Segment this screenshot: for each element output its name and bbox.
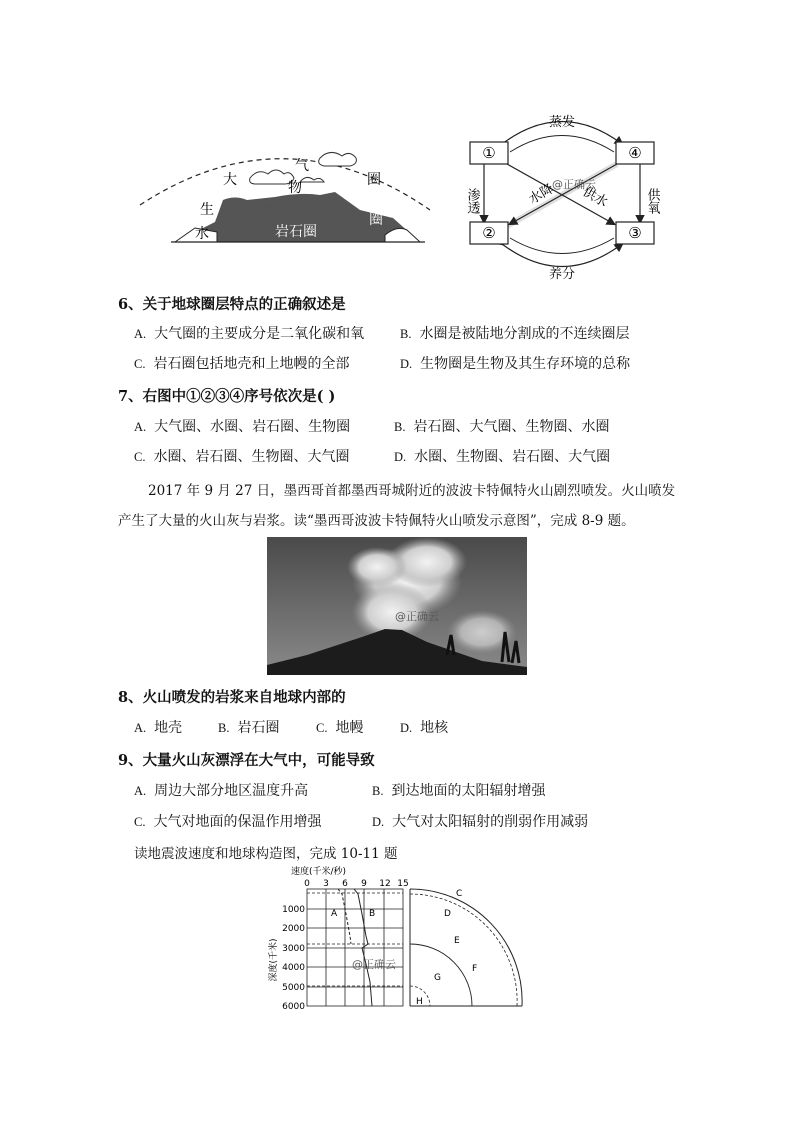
watermark: @正确云 <box>240 202 284 215</box>
watermark: @正确云 <box>395 610 439 623</box>
seismic-ylabel: 深度(千米) <box>269 938 279 982</box>
box-3-label: ③ <box>628 224 642 242</box>
layer-h: H <box>416 997 423 1007</box>
intro-8-9-line1: 2017 年 9 月 27 日，墨西哥首都墨西哥城附近的波波卡特佩特火山剧烈喷发。火山喷发 <box>148 483 676 499</box>
curve-b-label: B <box>369 909 376 919</box>
q9-option-d: D. 大气对太阳辐射的削弱作用减弱 <box>372 814 589 830</box>
q7-option-a: A. 大气圈、水圈、岩石圈、生物圈 <box>134 419 351 435</box>
label-nutrients: 养分 <box>548 267 576 282</box>
layer-g: G <box>434 973 441 983</box>
q9-option-a: A. 周边大部分地区温度升高 <box>134 783 309 799</box>
ytick-6000: 6000 <box>282 1002 305 1012</box>
seismic-grid <box>307 889 403 1006</box>
label-da: 大 <box>223 172 237 188</box>
q9-option-b: B. 到达地面的太阳辐射增强 <box>372 783 546 799</box>
q8-option-c: C. 地幔 <box>316 720 364 736</box>
xtick-12: 12 <box>379 879 391 889</box>
seismic-xticks <box>304 879 409 889</box>
watermark: @正确云 <box>552 178 596 191</box>
q7-option-b: B. 岩石圈、大气圈、生物圈、水圈 <box>394 419 610 435</box>
layer-labels <box>416 889 477 1007</box>
inner-bottom <box>510 238 614 254</box>
q6-option-d: D. 生物圈是生物及其生存环境的总称 <box>400 356 631 372</box>
spheres-diagram <box>135 140 435 250</box>
curve-a-label: A <box>331 909 338 919</box>
layer-e: E <box>454 936 460 946</box>
curve-a <box>338 889 351 944</box>
ytick-4000: 4000 <box>282 963 305 973</box>
xtick-3: 3 <box>323 879 329 889</box>
q8-option-b: B. 岩石圈 <box>218 720 280 736</box>
label-oxygen: 供氧 <box>644 188 660 214</box>
q9-option-c: C. 大气对地面的保温作用增强 <box>134 814 322 830</box>
question-8-stem: 8、火山喷发的岩浆来自地球内部的 <box>118 689 346 706</box>
q8-option-a: A. 地壳 <box>134 720 183 736</box>
curve-b <box>354 889 372 1006</box>
ytick-2000: 2000 <box>282 924 305 934</box>
layer-c: C <box>456 889 463 899</box>
q6-option-c: C. 岩石圈包括地壳和上地幔的全部 <box>134 356 350 372</box>
volcano-photo-svg <box>267 537 527 675</box>
earth-structure <box>410 889 522 1006</box>
question-6-stem: 6、关于地球圈层特点的正确叙述是 <box>118 296 346 313</box>
xtick-9: 9 <box>361 879 367 889</box>
label-quan1: 圈 <box>367 172 381 188</box>
inner-top <box>510 136 614 153</box>
q8-option-d: D. 地核 <box>400 720 449 736</box>
label-sheng: 生 <box>200 202 214 218</box>
label-qi: 气 <box>295 158 309 174</box>
intro-8-9-line2: 产生了大量的火山灰与岩浆。读“墨西哥波波卡特佩特火山喷发示意图”，完成 8-9 题。 <box>118 513 635 529</box>
label-quan2: 圈 <box>369 212 383 228</box>
label-watersupply: 供水 <box>580 184 611 211</box>
question-7-stem: 7、右图中①②③④序号依次是( ) <box>118 388 336 405</box>
xtick-0: 0 <box>304 879 310 889</box>
seismic-yticks <box>282 905 305 1012</box>
q6-option-b: B. 水圈是被陆地分割成的不连续圈层 <box>400 326 630 342</box>
layer-f: F <box>472 964 478 974</box>
xtick-6: 6 <box>342 879 348 889</box>
label-evaporation: 蒸发 <box>548 115 576 130</box>
label-wu: 物 <box>288 180 302 196</box>
outer-bottom <box>502 244 622 267</box>
box-4-label: ④ <box>628 144 642 162</box>
ytick-3000: 3000 <box>282 944 305 954</box>
layer-d: D <box>444 909 451 919</box>
label-shui: 水 <box>195 226 209 242</box>
box-2-label: ② <box>482 224 496 242</box>
label-infiltrate: 渗透 <box>464 188 480 214</box>
q7-option-c: C. 水圈、岩石圈、生物圈、大气圈 <box>134 449 350 465</box>
intro-10-11: 读地震波速度和地球构造图，完成 10-11 题 <box>134 846 398 862</box>
label-yanshiquan: 岩石圈 <box>275 224 317 240</box>
seismic-xlabel: 速度(千米/秒) <box>291 867 347 877</box>
seismic-boundaries <box>307 893 403 986</box>
question-9-stem: 9、大量火山灰漂浮在大气中，可能导致 <box>118 752 375 769</box>
cycle-diagram <box>462 104 662 282</box>
ytick-1000: 1000 <box>282 905 305 915</box>
watermark: @正确云 <box>352 958 396 971</box>
volcano-photo <box>267 537 527 675</box>
box-1-label: ① <box>482 144 496 162</box>
ytick-5000: 5000 <box>282 983 305 993</box>
seismic-diagram <box>266 864 528 1012</box>
q7-option-d: D. 水圈、生物圈、岩石圈、大气圈 <box>394 449 611 465</box>
label-precip: 水降 <box>526 181 557 208</box>
q6-option-a: A. 大气圈的主要成分是二氧化碳和氧 <box>134 326 365 342</box>
xtick-15: 15 <box>397 879 409 889</box>
